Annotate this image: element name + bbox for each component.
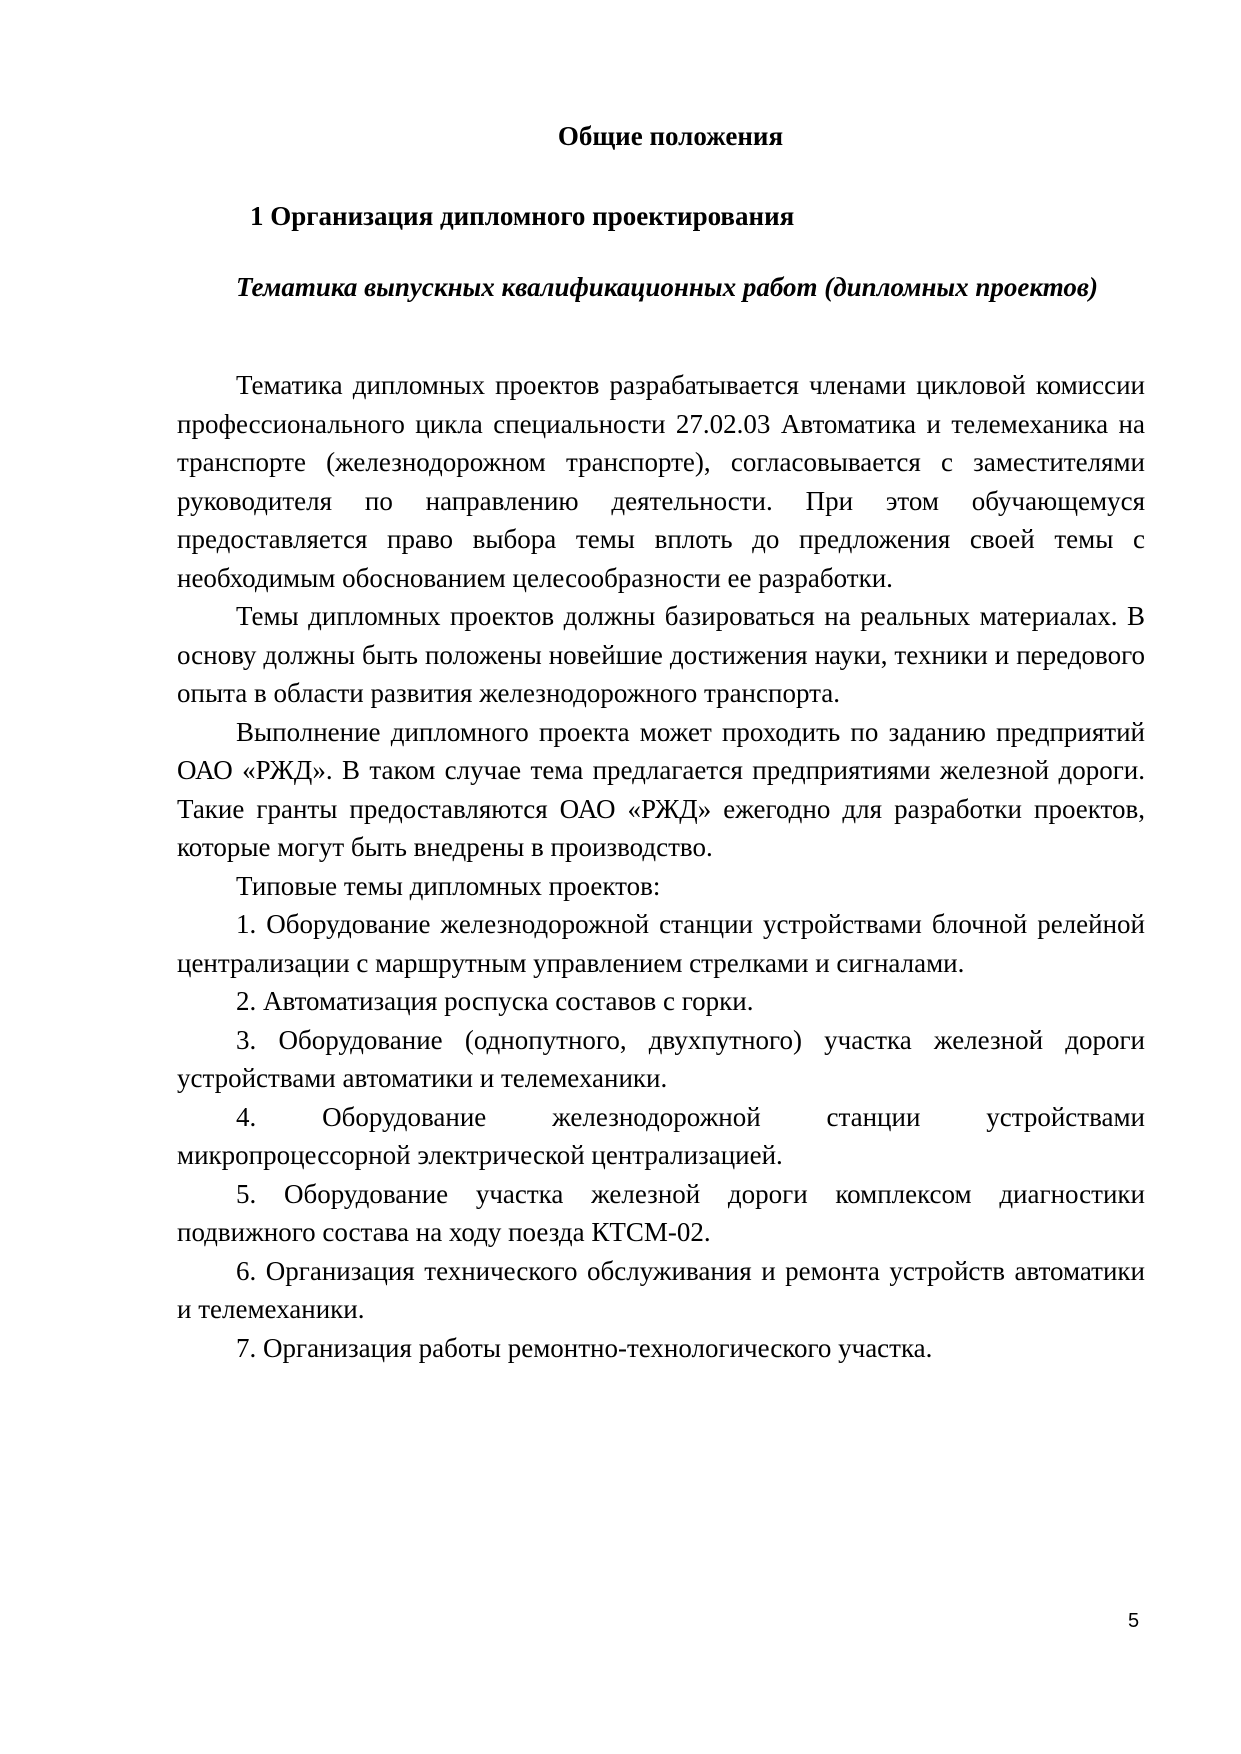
list-item: 2. Автоматизация роспуска составов с горки.: [236, 986, 754, 1016]
paragraph: Выполнение дипломного проекта может проходить по заданию предприятий ОАО «РЖД». В таком случае тема предлагается предприятиями железной дороги. Такие гранты предоставляются ОАО «РЖД» ежегодно для разработки проектов, которые могут быть внедрены в производство.: [177, 716, 1145, 862]
list-item: 3. Оборудование (однопутного, двухпутного) участка железной дороги устройствами автоматики и телемеханики.: [177, 1024, 1145, 1093]
section-title: 1 Организация дипломного проектирования: [250, 201, 795, 231]
list-item: 6. Организация технического обслуживания и ремонта устройств автоматики и телемеханики.: [177, 1255, 1145, 1324]
list-item: 1. Оборудование железнодорожной станции устройствами блочной релейной централизации с маршрутным управлением стрелками и сигналами.: [177, 909, 1145, 978]
page-number: 5: [1128, 1610, 1140, 1632]
sub-title: Тематика выпускных квалификационных работ (дипломных проектов): [236, 272, 1098, 302]
list-item: 7. Организация работы ремонтно-технологического участка.: [236, 1332, 933, 1363]
paragraph: Темы дипломных проектов должны базироваться на реальных материалах. В основу должны быть положены новейшие достижения науки, техники и передового опыта в области развития железнодорожного транспорта.: [177, 601, 1145, 708]
list-intro: Типовые темы дипломных проектов:: [236, 870, 661, 901]
list-item: 5. Оборудование участка железной дороги комплексом диагностики подвижного состава на ходу поезда КТСМ-02.: [177, 1178, 1145, 1247]
list-item: 4. Оборудование железнодорожной станции устройствами микропроцессорной электрической централизацией.: [177, 1101, 1145, 1170]
main-title: Общие положения: [557, 121, 784, 151]
body-text: [177, 366, 1145, 1367]
paragraph: Тематика дипломных проектов разрабатывается членами цикловой комиссии профессионального цикла специальности 27.02.03 Автоматика и телемеханика на транспорте (железнодорожном транспорте), согласовывается с заместителями руководителя по направлению деятельности. При этом обучающемуся предоставляется право выбора темы вплоть до предложения своей темы с необходимым обоснованием целесообразности ее разработки.: [177, 370, 1145, 593]
